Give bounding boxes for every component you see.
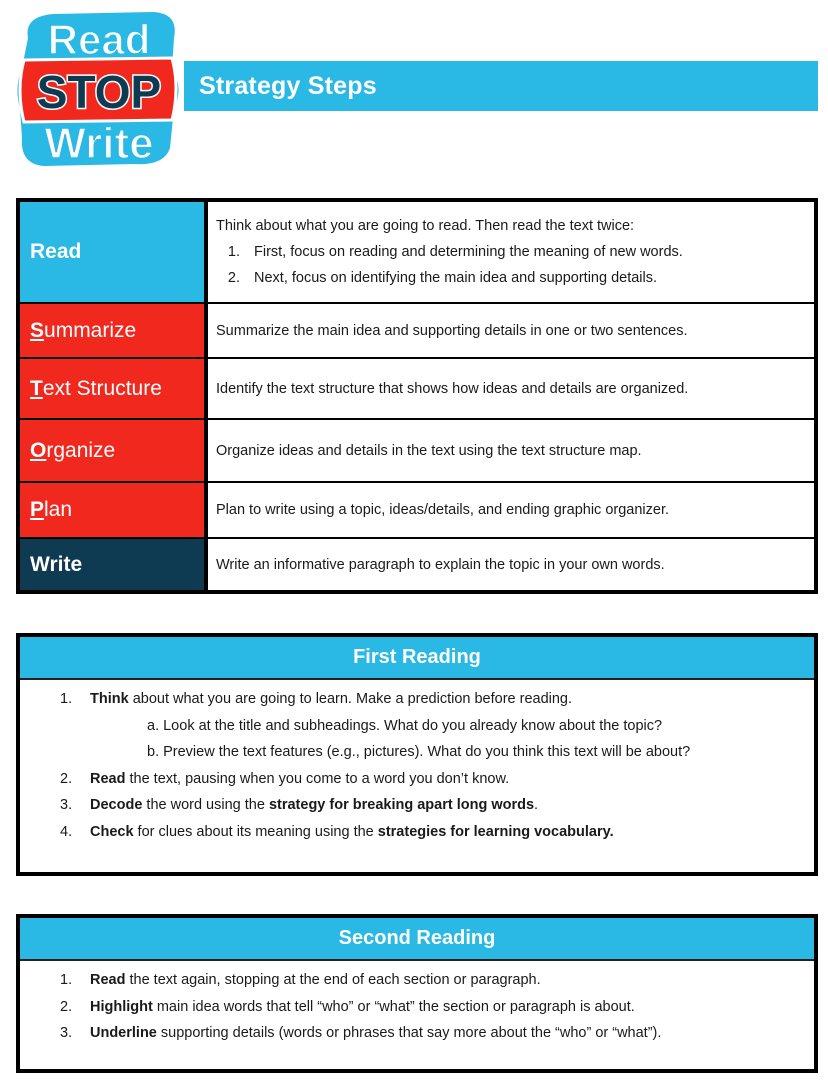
list-item [20,994,814,1021]
item-keyword: Read [90,972,126,988]
step-description: Summarize the main idea and supporting details in one or two sentences. [208,304,814,357]
step-label-text: lan [44,498,73,521]
subitem-number: 1. [227,243,240,260]
svg-text:STOP: STOP [36,66,162,118]
item-text [90,686,572,713]
item-text [90,766,509,793]
step-description: Organize ideas and details in the text using the text structure map. [208,420,814,481]
step-description: Plan to write using a topic, ideas/details, and ending graphic organizer. [208,483,814,537]
step-label-text: ummarize [44,318,137,342]
step-initial: S [30,318,45,342]
item-strategy-name: strategy for breaking apart long words [268,797,535,813]
section-title: Second Reading [20,918,814,961]
step-description: Write an informative paragraph to explain the topic in your own words. [208,539,814,590]
step-label-text: ext Structure [42,376,162,400]
step-intro: Think about what you are going to read. Then read the text twice: [216,217,635,234]
step-label [20,359,204,418]
step-label-text: Write [30,552,83,576]
svg-text:Read: Read [47,16,151,63]
item-keyword: Highlight [90,998,153,1015]
step-row-organize [20,420,814,481]
list-item [20,1020,814,1047]
step-label-text: rganize [46,438,116,462]
list-subitem: a. Look at the title and subheadings. What do you already know about the topic? [147,717,663,734]
step-description: Identify the text structure that shows how ideas and details are organized. [208,359,814,418]
strategy-steps-table [16,198,818,594]
step-label [20,304,204,357]
step-label-text: Read [30,240,82,263]
step-subitem [216,239,814,265]
item-body: about what you are going to learn. Make a prediction before reading. [128,691,573,707]
subitem-text: Next, focus on identifying the main idea and supporting details. [254,269,658,286]
step-label [20,539,204,590]
item-number: 3. [60,1025,73,1041]
item-body: main idea words that tell “who” or “what” the section or paragraph is about. [152,998,635,1015]
step-row-read [20,202,814,302]
section-title: First Reading [20,637,814,680]
item-number: 2. [60,770,73,787]
list-item [20,686,814,713]
item-keyword: Read [90,770,126,787]
step-row-write [20,539,814,590]
item-keyword: Check [90,823,134,840]
item-body: for clues about its meaning using the [133,823,378,840]
step-row-summarize [20,304,814,357]
item-text [90,994,635,1021]
item-keyword: Underline [90,1025,157,1041]
item-number: 4. [60,823,73,840]
item-number: 1. [60,972,73,988]
section-body [20,680,814,845]
item-body: supporting details (words or phrases that say more about the “who” or “what”). [156,1025,662,1041]
list-item [20,819,814,846]
item-keyword: Think [90,691,129,707]
section-body [20,961,814,1047]
item-text [90,967,541,994]
subitem-text: First, focus on reading and determining the meaning of new words. [254,243,683,260]
step-subitem [216,265,814,291]
step-label [20,483,204,537]
step-row-plan [20,483,814,537]
item-body-end: . [534,797,539,813]
item-text [90,792,538,819]
subitem-number: 2. [227,269,240,286]
step-label [20,420,204,481]
step-initial: T [30,376,43,400]
item-number: 3. [60,797,73,813]
list-item [20,766,814,793]
item-body: the text again, stopping at the end of each section or paragraph. [125,972,541,988]
list-item [20,792,814,819]
first-reading-section [16,633,818,876]
item-number: 2. [60,998,73,1015]
second-reading-section [16,914,818,1073]
page-title: Strategy Steps [199,71,377,100]
item-text [90,819,614,846]
item-text [90,1020,661,1047]
item-body: the word using the [142,797,269,813]
step-row-text-structure [20,359,814,418]
step-description [208,202,814,302]
item-body: the text, pausing when you come to a word you don’t know. [125,770,510,787]
step-label [20,202,204,302]
step-initial: P [30,498,45,521]
title-banner [184,61,818,111]
step-initial: O [30,438,47,462]
item-strategy-name: strategies for learning vocabulary. [377,823,614,840]
logo-graphic [14,8,184,168]
item-number: 1. [60,691,73,707]
read-stop-write-logo [14,8,184,168]
list-item [20,967,814,994]
list-subitem: b. Preview the text features (e.g., pictures). What do you think this text will be about? [147,744,691,760]
svg-text:Write: Write [44,119,154,168]
item-keyword: Decode [90,797,143,813]
